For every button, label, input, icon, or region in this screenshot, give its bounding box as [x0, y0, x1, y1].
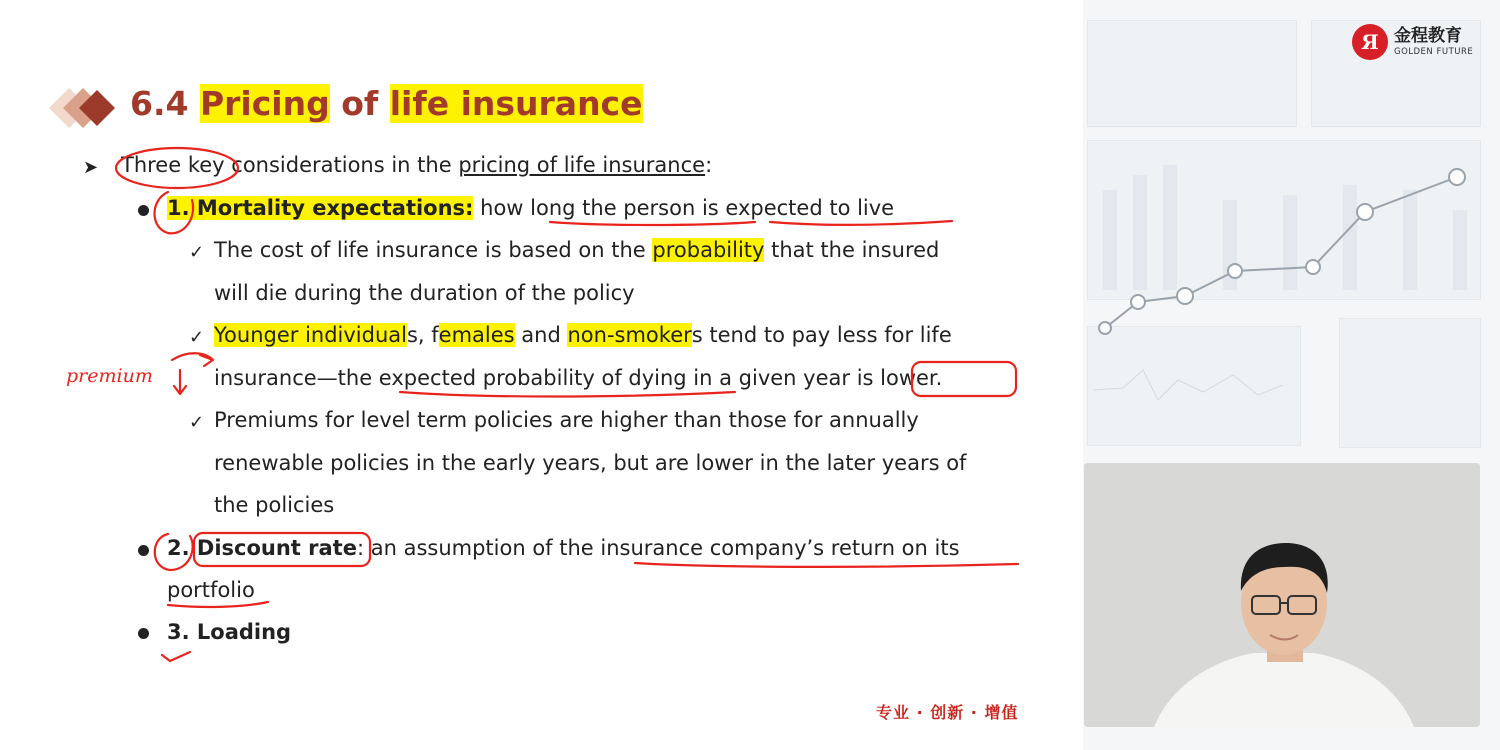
decorative-bars [1103, 165, 1467, 290]
item-discount-text: : an assumption of the insurance company’s return on its [356, 536, 960, 560]
footer-motto: 专业 · 创新 · 增值 [876, 703, 1019, 722]
ink-underline-portfolio [168, 602, 268, 607]
logo-chinese-name: 金程教育 [1394, 25, 1462, 46]
sub2-and: and [514, 323, 568, 347]
item-discount-line2: portfolio [167, 578, 255, 602]
sub-point-younger-line1 [214, 323, 952, 347]
brand-logo [1352, 22, 1492, 62]
sub-point-premiums-line3: the policies [214, 493, 335, 517]
ink-check-loading [162, 652, 190, 661]
item-mortality-label: 1. Mortality expectations: [167, 196, 474, 220]
slide-title [130, 84, 643, 123]
check-icon: ✓ [189, 242, 205, 263]
bullet-dot-icon [138, 205, 149, 216]
arrow-bullet-icon: ➤ [83, 157, 99, 178]
bullet-dot-icon [138, 545, 149, 556]
sub-point-younger-line2 [214, 366, 942, 390]
ink-underline-return [635, 563, 1018, 567]
intro-three-key: Three key [121, 153, 225, 177]
intro-colon: : [705, 153, 713, 177]
logo-english-name: GOLDEN FUTURE [1394, 46, 1474, 57]
item-discount-rate [167, 536, 960, 560]
decorative-line-chart [1083, 0, 1500, 460]
item-loading: 3. Loading [167, 620, 292, 644]
check-icon: ✓ [189, 412, 205, 433]
intro-line [121, 153, 712, 177]
sub1-probability: probability [652, 238, 765, 262]
check-icon: ✓ [189, 327, 205, 348]
sub2-line2-text: insurance—the expected probability of dying in a given year [214, 366, 857, 390]
intro-text: considerations in the [224, 153, 459, 177]
bullet-dot-icon [138, 628, 149, 639]
logo-emblem: Я [1352, 24, 1388, 60]
ink-underline-probability [400, 392, 735, 397]
title-word-life-insurance: life insurance [389, 84, 643, 123]
ink-note-premium: premium [66, 365, 153, 387]
sub2-text-f: s tend to pay less for life [691, 323, 952, 347]
item-mortality [167, 196, 894, 220]
sub2-younger: Younger individual [214, 323, 407, 347]
sub-point-cost-line2: will die during the duration of the policy [214, 281, 635, 305]
intro-pricing-underlined: pricing of life insurance [458, 153, 706, 177]
item-mortality-text: how long the person is expected to live [473, 196, 895, 220]
sub-point-premiums-line1: Premiums for level term policies are higher than those for annually [214, 408, 919, 432]
ink-down-arrow [174, 370, 186, 394]
title-word-pricing: Pricing [199, 84, 330, 123]
presenter-figure [1084, 463, 1480, 727]
sub2-is-lower: is lower. [856, 366, 943, 390]
sub-point-premiums-line2: renewable policies in the early years, but are lower in the later years of [214, 451, 967, 475]
presenter-webcam [1084, 463, 1480, 727]
title-number: 6.4 [130, 84, 200, 123]
sub-point-cost-line1 [214, 238, 939, 262]
sub2-nonsmoker: non-smoker [567, 323, 692, 347]
title-mid: of [329, 84, 390, 123]
ink-arrow [172, 353, 213, 366]
sub1-text-a: The cost of life insurance is based on the [214, 238, 653, 262]
sub1-text-c: that the insured [764, 238, 940, 262]
sub2-text-b: s, f [406, 323, 439, 347]
sub2-females: emales [438, 323, 515, 347]
ink-underline-item1 [550, 221, 952, 225]
item-discount-label: 2. Discount rate [167, 536, 357, 560]
title-diamond-icon [45, 84, 125, 132]
